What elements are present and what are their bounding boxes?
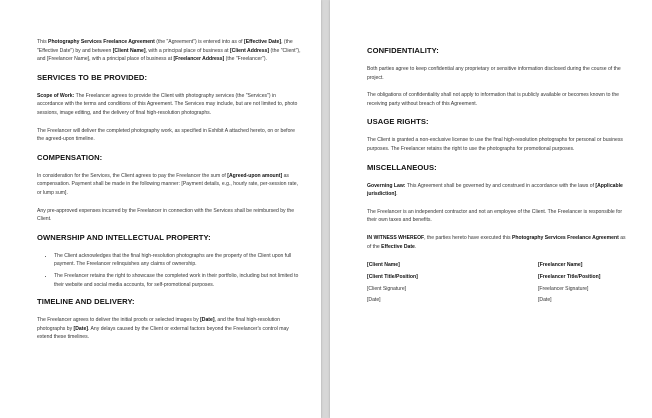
- client-title-field: [Client Title/Position]: [367, 273, 418, 280]
- usage-rights-paragraph: The Client is granted a non-exclusive license to use the final high-resolution photographs for personal or business purposes. The Freelancer retains the right to use the photographs for promotional purposes.: [367, 137, 623, 152]
- agreement-title: Photography Services Freelance Agreement: [48, 39, 155, 45]
- scope-of-work-label: Scope of Work:: [37, 92, 75, 99]
- intro-text: (the "Freelancer").: [224, 56, 267, 63]
- client-address-placeholder: [Client Address]: [229, 47, 270, 54]
- freelancer-signature-field: [Freelancer Signature]: [538, 285, 589, 292]
- amount-placeholder: [Agreed-upon amount]: [227, 172, 283, 179]
- compensation-text: In consideration for the Services, the Client agrees to pay the Freelancer the sum of: [37, 172, 228, 179]
- compensation-paragraph: [37, 172, 303, 198]
- miscellaneous-heading: MISCELLANEOUS:: [367, 162, 437, 172]
- jurisdiction-placeholder: [Applicable jurisdiction]: [367, 182, 623, 198]
- usage-rights-heading: USAGE RIGHTS:: [367, 117, 429, 127]
- intro-text: This: [37, 39, 49, 45]
- ownership-list: [37, 252, 303, 289]
- contractor-paragraph: The Freelancer is an independent contractor and not an employee of the Client. The Freelancer is responsible for their own taxes and benefits.: [367, 208, 623, 224]
- client-date-field: [Date]: [367, 297, 381, 304]
- witness-text: , the parties hereto have executed this: [424, 234, 512, 241]
- timeline-paragraph: [37, 316, 303, 342]
- freelancer-name-field: [Freelancer Name]: [538, 262, 583, 269]
- intro-text: (the "Agreement") is entered into as of: [154, 39, 244, 45]
- confidentiality-exception-paragraph: The obligations of confidentiality shall not apply to information that is publicly available or becomes known to the receiving party without breach of this Agreement.: [367, 92, 620, 107]
- witness-label: IN WITNESS WHEREOF: [367, 234, 425, 241]
- client-name-field: [Client Name]: [367, 262, 400, 269]
- compensation-text: as compensation. Payment shall be made in the following manner: [Payment details, e.g., hourly rate, per-session rate, or lump sum].: [37, 172, 299, 196]
- date-placeholder: [Date]: [200, 317, 215, 324]
- freelancer-address-placeholder: [Freelancer Address]: [173, 56, 225, 63]
- intro-paragraph: [37, 38, 303, 64]
- scope-of-work-paragraph: [37, 92, 303, 118]
- date-placeholder: [Date]: [73, 325, 88, 332]
- client-name-placeholder: [Client Name]: [112, 47, 146, 54]
- intro-text: (the "Client"), and [Freelancer Name], with a principal place of business at: [37, 47, 301, 63]
- ownership-heading: OWNERSHIP AND INTELLECTUAL PROPERTY:: [37, 232, 211, 242]
- compensation-heading: COMPENSATION:: [37, 152, 103, 162]
- governing-law-paragraph: [367, 182, 630, 199]
- list-item: • The Client acknowledges that the final high-resolution photographs are the property of the Client upon full payment. The Freelancer relinquishes any claims of ownership.: [54, 252, 303, 269]
- freelancer-title-field: [Freelancer Title/Position]: [538, 273, 601, 280]
- services-heading: SERVICES TO BE PROVIDED:: [37, 72, 148, 82]
- document-page-1: [0, 0, 321, 418]
- expenses-paragraph: Any pre-approved expenses incurred by the Freelancer in connection with the Services shall be reimbursed by the Client.: [37, 207, 295, 223]
- witness-text: as of the: [367, 234, 626, 250]
- intro-text: , (the "Effective Date") by and between: [37, 39, 293, 54]
- governing-law-text: .: [396, 191, 398, 198]
- witness-paragraph: [367, 234, 630, 251]
- delivery-paragraph: The Freelancer will deliver the completed photography work, as specified in Exhibit A attached hereto, on or before the agreed-upon timeline.: [37, 127, 295, 143]
- effective-date-placeholder: [Effective Date]: [244, 39, 282, 45]
- signature-block: [367, 261, 630, 308]
- confidentiality-paragraph: Both parties agree to keep confidential any proprietary or sensitive information disclosed during the course of the project.: [367, 66, 621, 81]
- timeline-text: The Freelancer agrees to deliver the initial proofs or selected images by: [37, 317, 201, 324]
- freelancer-date-field: [Date]: [538, 297, 552, 304]
- timeline-text: , and the final high-resolution photographs by: [37, 317, 280, 332]
- scope-of-work-text: The Freelancer agrees to provide the Client with photography services (the "Services") in accordance with the terms and conditions of this Agreement. The Services may include, but are not limited to, photo sessions, image editing, and the delivery of final high-resolution photographs.: [37, 92, 298, 116]
- client-signature-field: [Client Signature]: [367, 285, 407, 292]
- document-page-2: [330, 0, 652, 418]
- timeline-text: . Any delays caused by the Client or external factors beyond the Freelancer's control may extend these timelines.: [37, 325, 289, 341]
- witness-text: .: [414, 243, 417, 250]
- confidentiality-heading: CONFIDENTIALITY:: [367, 46, 439, 55]
- list-item: • The Freelancer retains the right to showcase the completed work in their portfolio, including but not limited to their website and social media accounts, for self-promotional purposes.: [54, 272, 303, 289]
- governing-law-label: Governing Law:: [367, 182, 406, 189]
- intro-text: , with a principal place of business at: [145, 47, 230, 54]
- governing-law-text: This Agreement shall be governed by and construed in accordance with the laws of: [405, 182, 596, 189]
- effective-date-label: Effective Date: [381, 243, 415, 250]
- agreement-title: Photography Services Freelance Agreement: [511, 234, 619, 241]
- timeline-heading: TIMELINE AND DELIVERY:: [37, 297, 135, 307]
